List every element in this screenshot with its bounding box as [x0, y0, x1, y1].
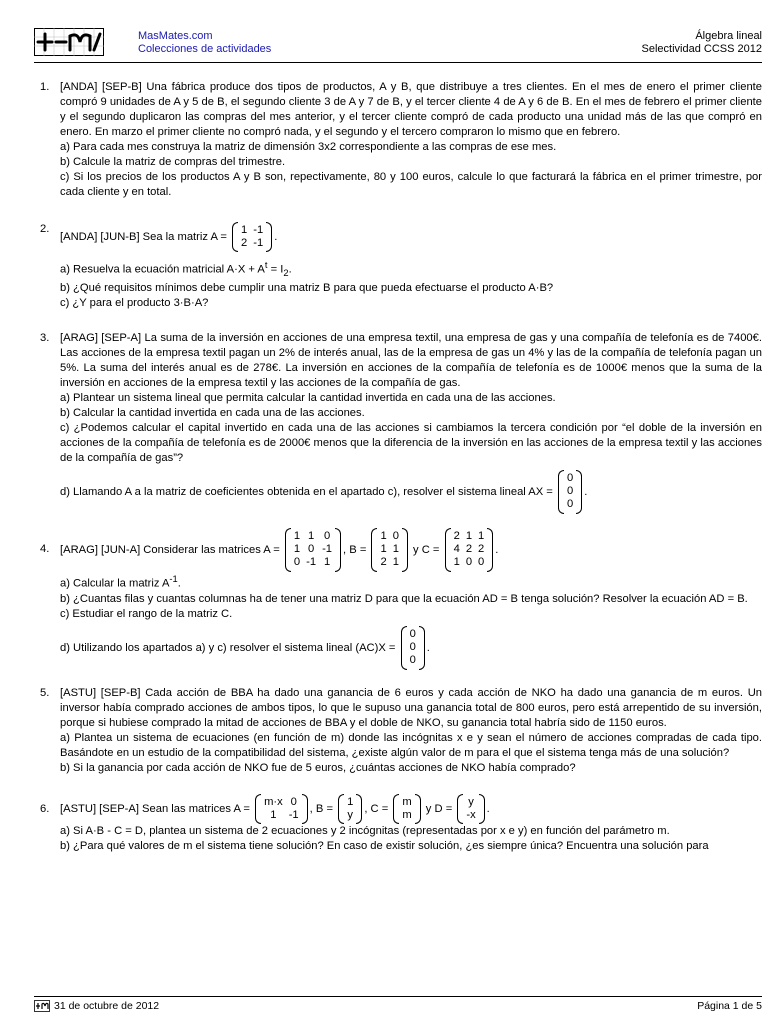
matrix-cell: 2: [478, 543, 485, 556]
part-a: a) Si A·B - C = D, plantea un sistema de 2 ecuaciones y 2 incógnitas (representadas por x e y) en función del parámetro m.: [60, 824, 670, 837]
problem-4: [34, 528, 762, 670]
problem-number: 3.: [40, 331, 50, 344]
matrix-cell: 0: [290, 795, 297, 808]
subject-label: Álgebra lineal: [695, 30, 762, 42]
matrix-cell: 0: [409, 654, 416, 667]
header-right: [642, 30, 762, 56]
matrix-cell: 1: [465, 530, 473, 543]
equation-text: a) Resuelva la ecuación matricial A·X + A: [60, 263, 265, 276]
footer-left: [34, 1000, 159, 1012]
matrix-cell: -1: [253, 237, 264, 249]
matrix-cell: 0: [293, 556, 301, 569]
part-a: [60, 572, 762, 592]
matrix-cell: 1: [270, 808, 277, 821]
matrix-cell: 1: [380, 543, 387, 556]
problem-statement: [ASTU] [SEP-A] Sean las matrices A =: [60, 802, 250, 815]
matrix-cell: 0: [392, 530, 399, 543]
punctuation: .: [584, 485, 588, 498]
part-b: b) Si la ganancia por cada acción de NKO fue de 5 euros, ¿cuántas acciones de NKO había comprado?: [60, 761, 576, 774]
matrix-C: [393, 794, 420, 824]
punctuation: .: [177, 577, 181, 590]
problem-text: [60, 794, 762, 854]
matrix-cell: 4: [453, 543, 460, 556]
part-b: b) Calcule la matriz de compras del trimestre.: [60, 156, 286, 168]
matrix-cell: y: [347, 808, 353, 821]
part-d: [60, 626, 762, 670]
problem-5: [34, 686, 762, 776]
matrix-cell: 0: [409, 641, 416, 654]
part-a: a) Plantea un sistema de ecuaciones (en función de m) donde las incógnitas x e y sean el número de acciones compradas de cada tipo. Basándote en un estudio de la compatibilidad del sistema, ¿existe algún valor de m para el que el sistema tenga más de una solución?: [60, 731, 762, 759]
matrix-C: [445, 528, 494, 572]
matrix-separator: , C =: [364, 802, 389, 815]
matrix-cell: m: [402, 795, 412, 808]
matrix-cell: 1: [478, 530, 485, 543]
problem-statement: [ARAG] [SEP-A] La suma de la inversión en acciones de una empresa textil, una empresa de gas y una compañía de telefonía es de 7400€. Las acciones de la empresa textil pagan un 2% de interés anual, las de la empresa de gas un 4% y las de la compañía de telefonía pagan un 5%. La suma del interés anual es de 278€. La inversión en acciones de la compañía de telefonía es de 1000€ menos que la suma de la inversión en acciones de la empresa textil y las acciones de la compañía de gas.: [60, 331, 762, 389]
matrix-A: [285, 528, 341, 572]
matrix-cell: 1: [380, 530, 387, 543]
matrix-cell: y: [468, 795, 474, 808]
footer-divider: [34, 996, 762, 997]
matrix-cell: 0: [566, 498, 574, 511]
matrix-B: [371, 528, 407, 572]
part-a: a) Plantear un sistema lineal que permita calcular la cantidad invertida en cada una de las acciones.: [60, 391, 556, 404]
page-number: Página 1 de 5: [697, 1000, 762, 1012]
matrix-separator: y C =: [409, 543, 440, 556]
problem-1: [34, 80, 762, 200]
part-c: c) Estudiar el rango de la matriz C.: [60, 607, 233, 620]
masmates-small-logo-icon: [34, 1000, 50, 1012]
part-d: [60, 470, 762, 514]
exercise-list: [34, 80, 762, 868]
matrix-B: [338, 794, 362, 824]
part-a: a) Para cada mes construya la matriz de dimensión 3x2 correspondiente a las compras de ese mes.: [60, 141, 557, 153]
header-divider: [34, 62, 762, 63]
masmates-logo-icon: [34, 28, 104, 56]
matrix-cell: 0: [566, 485, 574, 498]
matrix-A: [255, 794, 308, 824]
site-subtitle: Colecciones de actividades: [138, 43, 272, 55]
punctuation: .: [495, 543, 499, 556]
zero-vector: [558, 470, 582, 514]
part-b: b) Calcular la cantidad invertida en cada una de las acciones.: [60, 406, 365, 419]
site-title: [138, 30, 271, 56]
matrix-cell: 2: [453, 530, 460, 543]
punctuation: .: [274, 230, 278, 243]
matrix-cell: 0: [409, 628, 416, 641]
matrix-cell: 1: [323, 556, 331, 569]
problem-text: [60, 222, 762, 311]
matrix-cell: 1: [453, 556, 460, 569]
matrix-cell: 1: [293, 543, 301, 556]
problem-text: [60, 686, 762, 776]
punctuation: .: [288, 263, 292, 276]
problem-text: [60, 528, 762, 670]
matrix-cell: 0: [566, 472, 574, 485]
problem-statement: [ASTU] [SEP-B] Cada acción de BBA ha dado una ganancia de 6 euros y cada acción de NKO ha dado una ganancia de m euros. Un inversor había comprado acciones de ambos tipos, lo que le supuso una ganancia total de 800 euros, pero está arrepentido de su inversión, porque si hubiese comprado la mitad de acciones de BBA y el doble de NKO, su ganancia total habría sido de 1150 euros.: [60, 686, 762, 729]
part-c: c) Si los precios de los productos A y B son, repectivamente, 80 y 100 euros, calcule lo que facturará la fábrica en el primer trimestre, por cada cliente y en total.: [60, 171, 762, 198]
site-name[interactable]: MasMates.com: [138, 30, 213, 42]
equation-text: = I: [267, 263, 284, 276]
part-d-text: d) Utilizando los apartados a) y c) resolver el sistema lineal (AC)X =: [60, 641, 396, 654]
matrix-cell: 1: [307, 530, 315, 543]
problem-6: [34, 794, 762, 854]
matrix-cell: 2: [241, 237, 248, 249]
part-c: c) ¿Podemos calcular el capital invertido en cada una de las acciones si cambiamos la tercera condición por “el doble de la inversión en acciones de la compañía de telefonía es de 2000€ menos que la diferencia de la inversión en las acciones de la empresa textil y las acciones de la compañía de gas”?: [60, 421, 762, 464]
problem-number: 2.: [40, 223, 50, 235]
part-d-text: d) Llamando A a la matriz de coeficientes obtenida en el apartado c), resolver el sistema lineal AX =: [60, 485, 553, 498]
part-a: [60, 258, 762, 281]
problem-number: 5.: [40, 686, 50, 699]
course-label: Selectividad CCSS 2012: [641, 43, 762, 55]
part-a-text: a) Calcular la matriz A: [60, 577, 170, 590]
matrix-cell: 0: [465, 556, 473, 569]
matrix-cell: -1: [288, 808, 299, 821]
matrix-cell: m: [402, 808, 412, 821]
problem-number: 4.: [40, 542, 50, 555]
matrix-cell: 0: [478, 556, 485, 569]
footer-date: 31 de octubre de 2012: [54, 1000, 160, 1012]
zero-vector: [401, 626, 425, 670]
problem-number: 6.: [40, 802, 50, 815]
problem-text: [60, 80, 762, 200]
problem-statement: [ANDA] [SEP-B] Una fábrica produce dos tipos de productos, A y B, que distribuye a tres clientes. En el mes de enero el primer cliente compró 9 unidades de A y 5 de B, el segundo cliente 3 de A y 7 de B, y el tercer cliente 4 de A y 6 de B. En el mes de febrero el primer cliente y el segundo duplicaron las compras del mes anterior, y el tercer cliente compró de cada producto una unidad más de las que compró en enero. En marzo el primer cliente no compró nada, y el segundo y el tercero compraron lo mismo que en febrero.: [60, 81, 762, 138]
matrix-cell: m·x: [264, 795, 283, 808]
problem-2: [34, 222, 762, 311]
matrix-cell: 1: [392, 543, 399, 556]
matrix-cell: 1: [392, 556, 399, 569]
punctuation: .: [486, 802, 490, 815]
matrix-separator: y D =: [422, 802, 453, 815]
inverse-sup: -1: [169, 573, 178, 584]
matrix-separator: , B =: [343, 543, 367, 556]
page-header: [34, 24, 762, 60]
matrix-A: [232, 222, 272, 252]
identity-sub: 2: [283, 267, 289, 278]
part-c: c) ¿Y para el producto 3·B·A?: [60, 296, 209, 309]
matrix-D: [457, 794, 484, 824]
problem-text: [60, 331, 762, 514]
matrix-cell: 1: [347, 795, 354, 808]
matrix-cell: 0: [323, 530, 331, 543]
matrix-cell: -1: [322, 543, 333, 556]
problem-3: [34, 331, 762, 514]
problem-statement: [ANDA] [JUN-B] Sea la matriz A =: [60, 230, 227, 243]
part-b: b) ¿Qué requisitos mínimos debe cumplir una matriz B para que pueda efectuarse el producto A·B?: [60, 281, 554, 294]
matrix-cell: 1: [241, 224, 248, 236]
problem-number: 1.: [40, 81, 50, 93]
matrix-cell: 1: [293, 530, 301, 543]
part-b: b) ¿Cuantas filas y cuantas columnas ha de tener una matriz D para que la ecuación AD = B tenga solución? Resolver la ecuación AD = B.: [60, 592, 748, 605]
matrix-cell: 2: [380, 556, 387, 569]
matrix-cell: 0: [307, 543, 315, 556]
matrix-separator: , B =: [309, 802, 333, 815]
transpose-sup: t: [264, 260, 268, 270]
matrix-cell: -x: [466, 808, 476, 821]
punctuation: .: [426, 641, 430, 654]
matrix-cell: -1: [306, 556, 317, 569]
problem-statement: [ARAG] [JUN-A] Considerar las matrices A =: [60, 543, 280, 556]
part-b: b) ¿Para qué valores de m el sistema tiene solución? En caso de existir solución, ¿es siempre única? Encuentra una solución para: [60, 839, 709, 852]
matrix-cell: -1: [253, 224, 264, 236]
matrix-cell: 2: [465, 543, 473, 556]
